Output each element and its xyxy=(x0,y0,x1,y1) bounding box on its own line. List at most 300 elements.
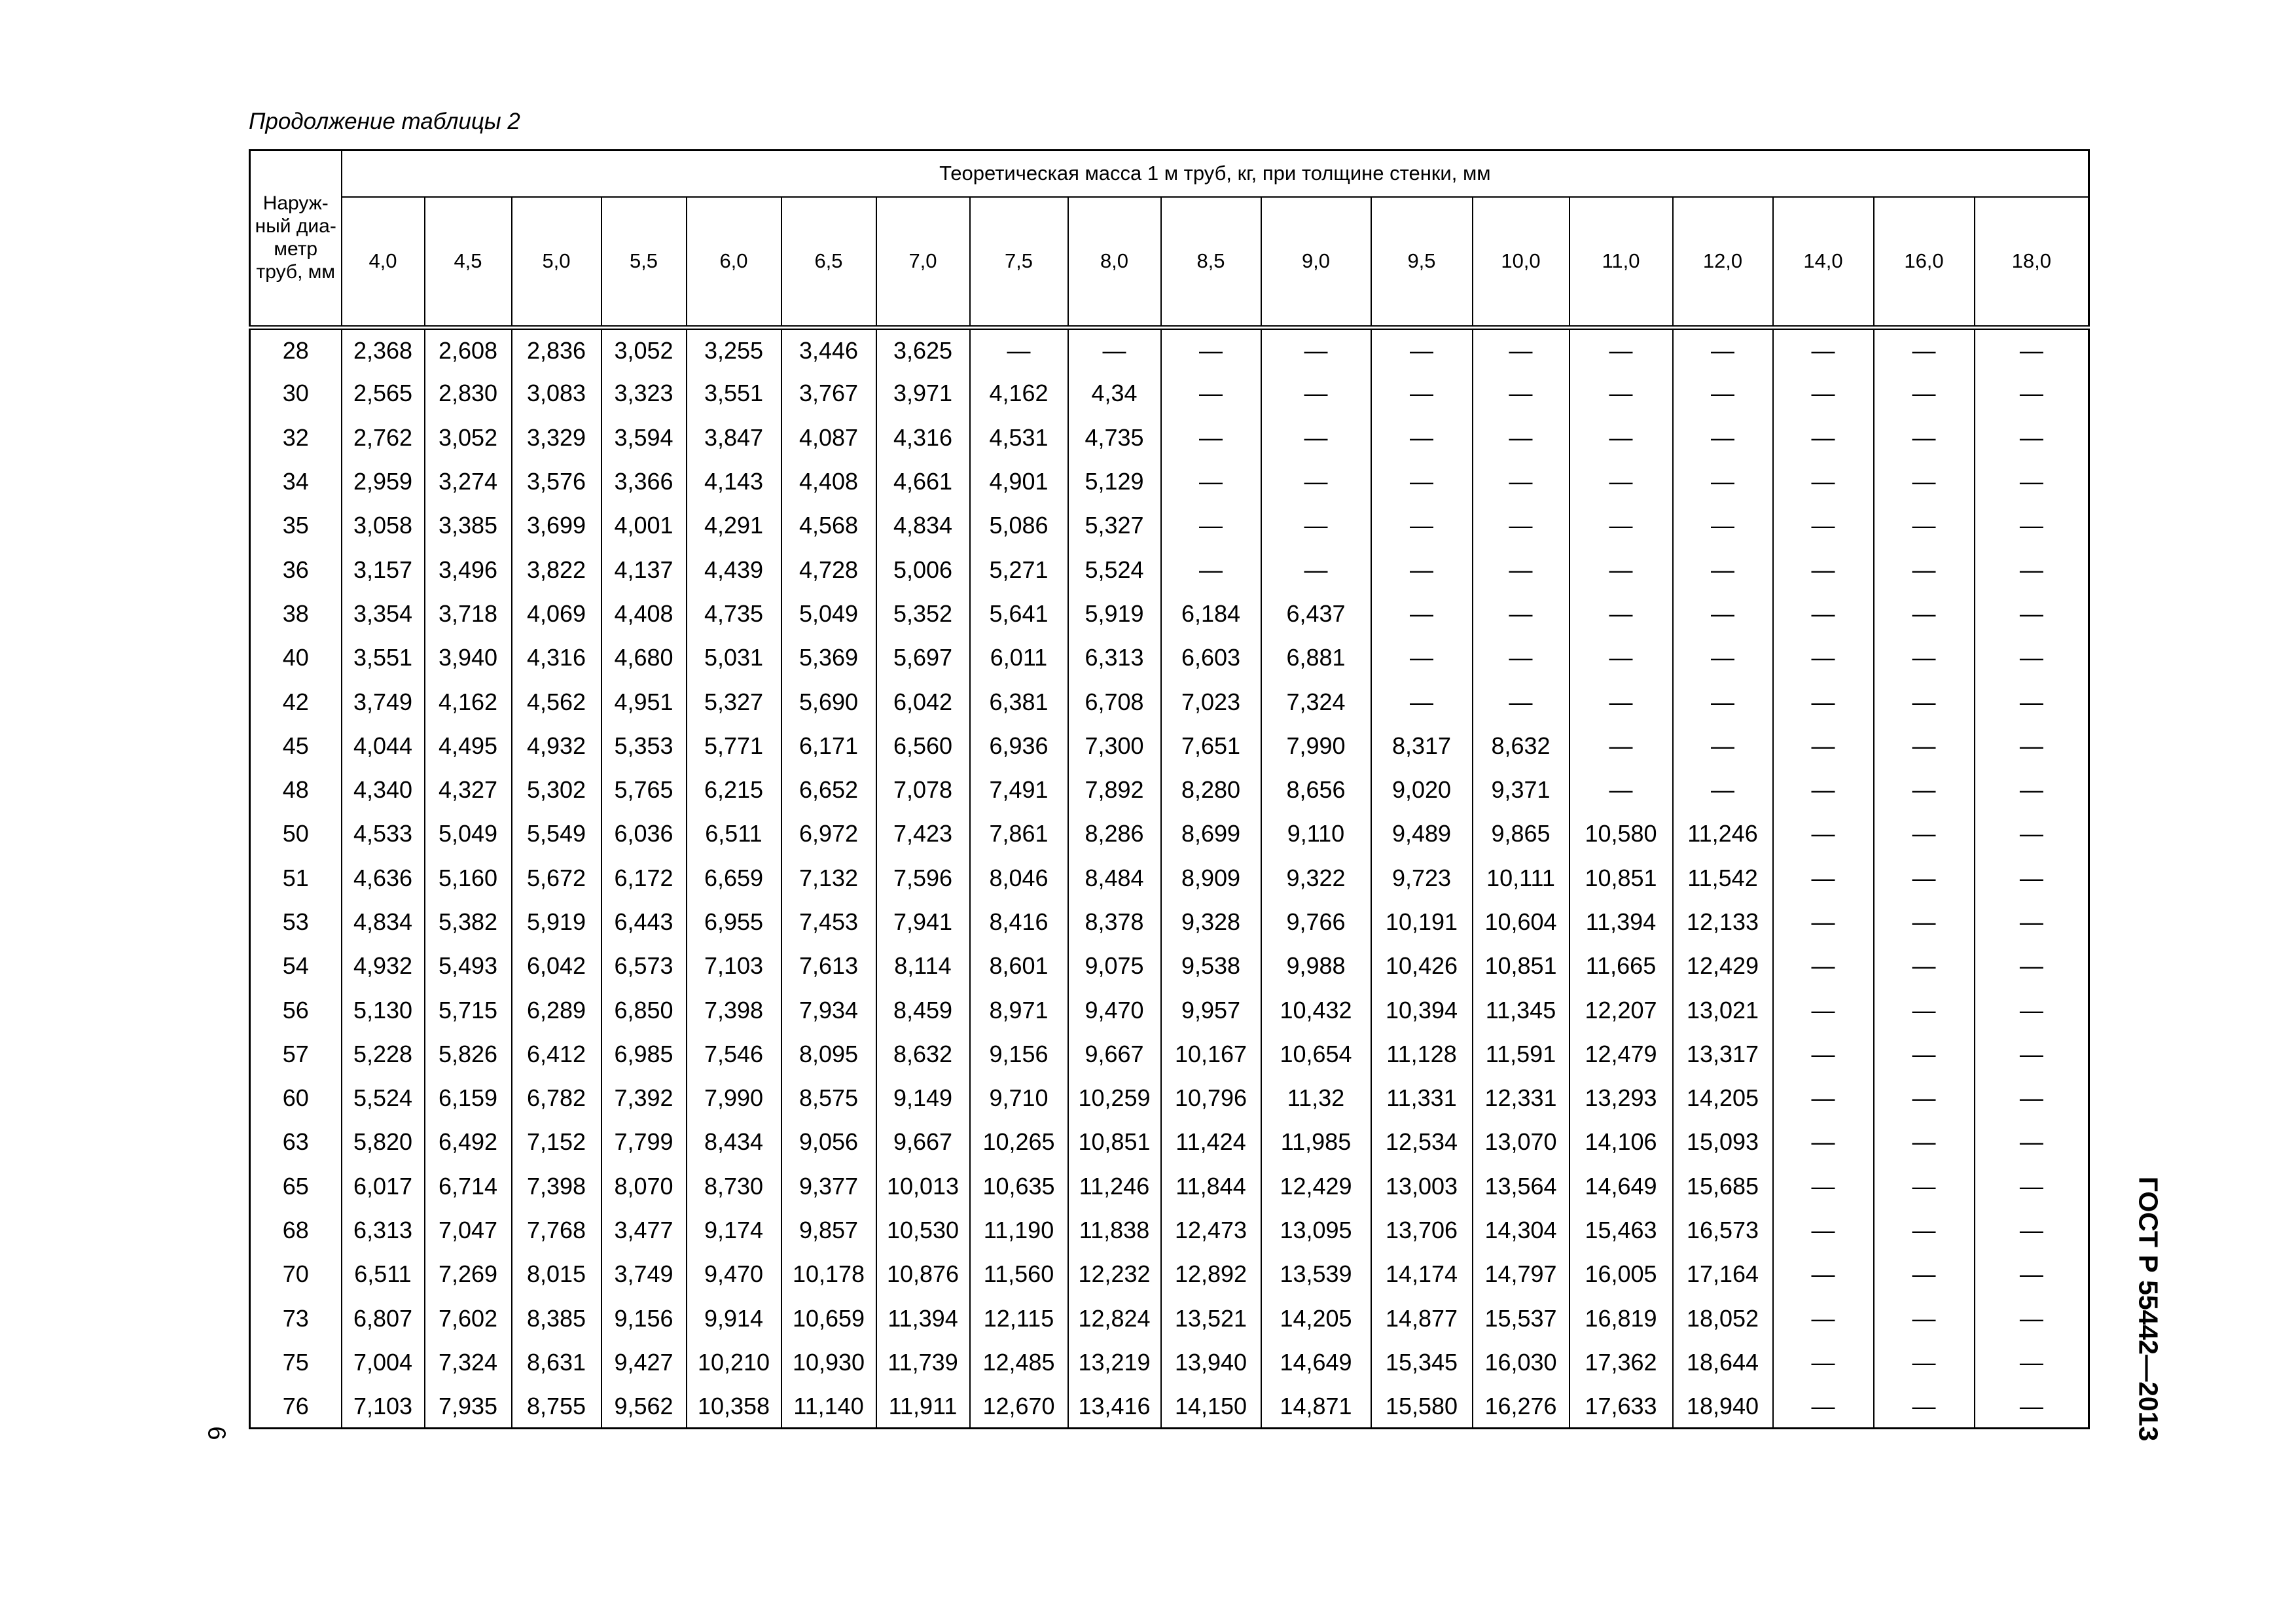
mass-cell: 7,602 xyxy=(425,1296,512,1340)
mass-cell: 6,708 xyxy=(1068,680,1161,724)
mass-cell: — xyxy=(1773,459,1874,503)
table-body xyxy=(250,328,2089,1429)
mass-cell: 4,951 xyxy=(601,680,687,724)
mass-cell: — xyxy=(1570,504,1673,548)
mass-cell: 9,110 xyxy=(1261,812,1371,856)
mass-cell: 6,437 xyxy=(1261,592,1371,635)
mass-cell: 11,394 xyxy=(1570,900,1673,944)
mass-cell: 11,140 xyxy=(781,1385,876,1429)
mass-cell: 11,591 xyxy=(1473,1032,1570,1076)
mass-cell: — xyxy=(1773,856,1874,900)
table-row xyxy=(250,548,2089,592)
mass-cell: 13,021 xyxy=(1673,988,1773,1032)
mass-cell: — xyxy=(1874,504,1975,548)
mass-cell: 14,797 xyxy=(1473,1253,1570,1296)
mass-cell: 15,537 xyxy=(1473,1296,1570,1340)
mass-cell: 7,423 xyxy=(876,812,970,856)
mass-cell: — xyxy=(1773,548,1874,592)
mass-cell: — xyxy=(1473,636,1570,680)
mass-cell: — xyxy=(1068,328,1161,372)
mass-cell: — xyxy=(1261,504,1371,548)
mass-cell: — xyxy=(1975,1077,2089,1120)
mass-cell: 5,493 xyxy=(425,944,512,988)
table-row xyxy=(250,328,2089,372)
mass-cell: 9,470 xyxy=(687,1253,781,1296)
thickness-header-row xyxy=(250,197,2089,328)
mass-cell: 7,990 xyxy=(1261,724,1371,768)
mass-cell: — xyxy=(1473,680,1570,724)
mass-cell: 7,799 xyxy=(601,1120,687,1164)
mass-cell: — xyxy=(1975,592,2089,635)
mass-cell: 7,132 xyxy=(781,856,876,900)
thickness-header-cell: 9,0 xyxy=(1261,197,1371,328)
mass-cell: 2,959 xyxy=(342,459,425,503)
mass-cell: 4,087 xyxy=(781,416,876,459)
diameter-cell: 28 xyxy=(250,328,342,372)
mass-cell: — xyxy=(1773,1077,1874,1120)
diameter-cell: 42 xyxy=(250,680,342,724)
mass-cell: 5,302 xyxy=(512,768,601,812)
mass-cell: — xyxy=(1570,768,1673,812)
mass-cell: 12,207 xyxy=(1570,988,1673,1032)
mass-cell: — xyxy=(1570,328,1673,372)
mass-cell: 9,865 xyxy=(1473,812,1570,856)
mass-cell: 9,538 xyxy=(1161,944,1261,988)
mass-cell: 4,137 xyxy=(601,548,687,592)
mass-cell: 4,162 xyxy=(970,372,1068,416)
mass-cell: 8,280 xyxy=(1161,768,1261,812)
mass-cell: 11,128 xyxy=(1371,1032,1473,1076)
table-row xyxy=(250,724,2089,768)
table-row xyxy=(250,1340,2089,1384)
mass-cell: 10,851 xyxy=(1473,944,1570,988)
mass-cell: — xyxy=(1673,592,1773,635)
mass-cell: 4,069 xyxy=(512,592,601,635)
diameter-cell: 45 xyxy=(250,724,342,768)
diameter-cell: 48 xyxy=(250,768,342,812)
mass-cell: — xyxy=(1371,636,1473,680)
mass-cell: 9,156 xyxy=(970,1032,1068,1076)
mass-cell: 3,699 xyxy=(512,504,601,548)
mass-cell: — xyxy=(1473,372,1570,416)
diameter-cell: 38 xyxy=(250,592,342,635)
mass-cell: 3,718 xyxy=(425,592,512,635)
mass-cell: 9,766 xyxy=(1261,900,1371,944)
mass-cell: — xyxy=(1473,548,1570,592)
diameter-cell: 35 xyxy=(250,504,342,548)
mass-cell: 6,511 xyxy=(342,1253,425,1296)
thickness-header-cell: 11,0 xyxy=(1570,197,1673,328)
diameter-cell: 73 xyxy=(250,1296,342,1340)
mass-cell: 8,459 xyxy=(876,988,970,1032)
mass-cell: 3,385 xyxy=(425,504,512,548)
mass-cell: — xyxy=(1773,988,1874,1032)
mass-cell: 8,416 xyxy=(970,900,1068,944)
mass-cell: 11,32 xyxy=(1261,1077,1371,1120)
table-row xyxy=(250,372,2089,416)
mass-cell: — xyxy=(1570,548,1673,592)
mass-cell: 4,735 xyxy=(1068,416,1161,459)
mass-cell: — xyxy=(1773,1296,1874,1340)
mass-cell: 10,796 xyxy=(1161,1077,1261,1120)
mass-cell: — xyxy=(1975,1120,2089,1164)
mass-cell: — xyxy=(1261,328,1371,372)
mass-cell: 2,830 xyxy=(425,372,512,416)
mass-cell: 7,103 xyxy=(687,944,781,988)
table-row xyxy=(250,416,2089,459)
mass-cell: — xyxy=(1874,1032,1975,1076)
mass-cell: 10,426 xyxy=(1371,944,1473,988)
mass-cell: 11,560 xyxy=(970,1253,1068,1296)
mass-cell: — xyxy=(1874,548,1975,592)
diameter-cell: 36 xyxy=(250,548,342,592)
mass-cell: 9,322 xyxy=(1261,856,1371,900)
mass-cell: 8,632 xyxy=(1473,724,1570,768)
mass-cell: 6,289 xyxy=(512,988,601,1032)
mass-cell: — xyxy=(1161,372,1261,416)
mass-cell: 7,078 xyxy=(876,768,970,812)
mass-cell: 6,603 xyxy=(1161,636,1261,680)
table-row xyxy=(250,1032,2089,1076)
mass-cell: — xyxy=(1773,768,1874,812)
mass-cell: — xyxy=(1773,504,1874,548)
mass-cell: — xyxy=(1874,1340,1975,1384)
mass-cell: — xyxy=(1874,812,1975,856)
mass-cell: — xyxy=(1975,372,2089,416)
mass-cell: — xyxy=(1874,459,1975,503)
mass-cell: 6,017 xyxy=(342,1164,425,1208)
mass-cell: 5,006 xyxy=(876,548,970,592)
thickness-header-cell: 10,0 xyxy=(1473,197,1570,328)
mass-cell: — xyxy=(1975,1032,2089,1076)
thickness-header-cell: 6,0 xyxy=(687,197,781,328)
diameter-cell: 68 xyxy=(250,1208,342,1252)
mass-cell: 7,768 xyxy=(512,1208,601,1252)
mass-cell: 6,659 xyxy=(687,856,781,900)
table-row xyxy=(250,1164,2089,1208)
mass-cell: — xyxy=(1371,416,1473,459)
thickness-header-cell: 12,0 xyxy=(1673,197,1773,328)
mass-cell: 16,819 xyxy=(1570,1296,1673,1340)
mass-cell: 9,562 xyxy=(601,1385,687,1429)
mass-cell: 15,463 xyxy=(1570,1208,1673,1252)
mass-cell: 2,836 xyxy=(512,328,601,372)
mass-cell: — xyxy=(1975,768,2089,812)
mass-cell: — xyxy=(1975,680,2089,724)
mass-cell: — xyxy=(1570,636,1673,680)
mass-cell: — xyxy=(1473,328,1570,372)
mass-cell: 5,369 xyxy=(781,636,876,680)
mass-cell: 9,957 xyxy=(1161,988,1261,1032)
mass-cell: 10,604 xyxy=(1473,900,1570,944)
mass-cell: — xyxy=(1874,1164,1975,1208)
document-code: ГОСТ Р 55442—2013 xyxy=(2133,1176,2164,1442)
mass-cell: 3,971 xyxy=(876,372,970,416)
diameter-header: Наруж-ный диа-метр труб, мм xyxy=(250,151,342,328)
mass-cell: 13,317 xyxy=(1673,1032,1773,1076)
mass-cell: — xyxy=(1371,328,1473,372)
mass-cell: 9,470 xyxy=(1068,988,1161,1032)
mass-cell: 7,392 xyxy=(601,1077,687,1120)
mass-cell: — xyxy=(1773,1385,1874,1429)
mass-cell: 9,667 xyxy=(1068,1032,1161,1076)
table-row xyxy=(250,988,2089,1032)
mass-cell: 5,049 xyxy=(781,592,876,635)
mass-cell: 10,111 xyxy=(1473,856,1570,900)
diameter-cell: 70 xyxy=(250,1253,342,1296)
mass-cell: — xyxy=(1261,459,1371,503)
mass-cell: 12,133 xyxy=(1673,900,1773,944)
mass-cell: 7,935 xyxy=(425,1385,512,1429)
mass-cell: 3,052 xyxy=(601,328,687,372)
mass-cell: 5,771 xyxy=(687,724,781,768)
table-row xyxy=(250,856,2089,900)
mass-cell: 3,551 xyxy=(687,372,781,416)
mass-cell: — xyxy=(1673,680,1773,724)
mass-cell: — xyxy=(1371,680,1473,724)
mass-cell: 5,549 xyxy=(512,812,601,856)
mass-cell: 8,015 xyxy=(512,1253,601,1296)
mass-cell: 7,152 xyxy=(512,1120,601,1164)
mass-cell: 6,881 xyxy=(1261,636,1371,680)
mass-cell: 3,749 xyxy=(601,1253,687,1296)
mass-cell: 4,533 xyxy=(342,812,425,856)
diameter-cell: 50 xyxy=(250,812,342,856)
mass-cell: 3,083 xyxy=(512,372,601,416)
thickness-header-cell: 8,5 xyxy=(1161,197,1261,328)
mass-cell: 12,429 xyxy=(1673,944,1773,988)
mass-cell: 8,631 xyxy=(512,1340,601,1384)
mass-cell: — xyxy=(1673,372,1773,416)
mass-cell: 8,909 xyxy=(1161,856,1261,900)
mass-cell: 6,972 xyxy=(781,812,876,856)
mass-cell: 7,324 xyxy=(425,1340,512,1384)
mass-cell: — xyxy=(1874,416,1975,459)
mass-cell: — xyxy=(1975,1340,2089,1384)
mass-cell: 9,427 xyxy=(601,1340,687,1384)
mass-cell: 18,644 xyxy=(1673,1340,1773,1384)
mass-cell: 5,715 xyxy=(425,988,512,1032)
table-row xyxy=(250,459,2089,503)
mass-cell: 4,680 xyxy=(601,636,687,680)
mass-cell: 8,114 xyxy=(876,944,970,988)
mass-cell: 16,573 xyxy=(1673,1208,1773,1252)
mass-cell: 4,735 xyxy=(687,592,781,635)
mass-cell: — xyxy=(1261,372,1371,416)
mass-cell: 7,269 xyxy=(425,1253,512,1296)
mass-cell: 10,659 xyxy=(781,1296,876,1340)
mass-cell: — xyxy=(1975,328,2089,372)
mass-cell: 13,416 xyxy=(1068,1385,1161,1429)
mass-cell: 8,730 xyxy=(687,1164,781,1208)
mass-cell: 6,573 xyxy=(601,944,687,988)
mass-cell: — xyxy=(1773,1120,1874,1164)
mass-cell: 5,919 xyxy=(1068,592,1161,635)
mass-cell: 16,005 xyxy=(1570,1253,1673,1296)
mass-cell: — xyxy=(1773,1208,1874,1252)
diameter-cell: 51 xyxy=(250,856,342,900)
mass-cell: 3,594 xyxy=(601,416,687,459)
mass-cell: 12,485 xyxy=(970,1340,1068,1384)
mass-cell: 12,232 xyxy=(1068,1253,1161,1296)
mass-cell: — xyxy=(1874,900,1975,944)
table-row xyxy=(250,680,2089,724)
mass-cell: 5,327 xyxy=(1068,504,1161,548)
mass-cell: 14,871 xyxy=(1261,1385,1371,1429)
mass-cell: 5,524 xyxy=(342,1077,425,1120)
mass-cell: 9,377 xyxy=(781,1164,876,1208)
mass-cell: — xyxy=(1773,592,1874,635)
mass-cell: — xyxy=(1261,548,1371,592)
mass-cell: 10,265 xyxy=(970,1120,1068,1164)
mass-cell: 8,434 xyxy=(687,1120,781,1164)
table-row xyxy=(250,900,2089,944)
mass-cell: 8,971 xyxy=(970,988,1068,1032)
mass-cell: 4,562 xyxy=(512,680,601,724)
mass-cell: 6,042 xyxy=(512,944,601,988)
mass-cell: 12,331 xyxy=(1473,1077,1570,1120)
mass-cell: 17,362 xyxy=(1570,1340,1673,1384)
mass-cell: 6,782 xyxy=(512,1077,601,1120)
mass-cell: 10,930 xyxy=(781,1340,876,1384)
mass-cell: 7,300 xyxy=(1068,724,1161,768)
mass-cell: 15,093 xyxy=(1673,1120,1773,1164)
mass-cell: 4,327 xyxy=(425,768,512,812)
mass-cell: 18,052 xyxy=(1673,1296,1773,1340)
mass-cell: 3,255 xyxy=(687,328,781,372)
mass-cell: — xyxy=(1673,636,1773,680)
mass-cell: 7,004 xyxy=(342,1340,425,1384)
mass-cell: 9,857 xyxy=(781,1208,876,1252)
mass-cell: 3,366 xyxy=(601,459,687,503)
mass-table xyxy=(249,149,2090,1429)
mass-cell: — xyxy=(1673,459,1773,503)
mass-cell: — xyxy=(1261,416,1371,459)
mass-cell: 4,291 xyxy=(687,504,781,548)
mass-cell: 6,313 xyxy=(1068,636,1161,680)
mass-cell: — xyxy=(1673,328,1773,372)
mass-cell: 5,765 xyxy=(601,768,687,812)
table-row xyxy=(250,1208,2089,1252)
mass-cell: 6,443 xyxy=(601,900,687,944)
mass-cell: — xyxy=(1874,680,1975,724)
mass-cell: 18,940 xyxy=(1673,1385,1773,1429)
mass-cell: 10,580 xyxy=(1570,812,1673,856)
mass-cell: 5,697 xyxy=(876,636,970,680)
mass-cell: 9,020 xyxy=(1371,768,1473,812)
mass-cell: 11,345 xyxy=(1473,988,1570,1032)
mass-cell: 12,670 xyxy=(970,1385,1068,1429)
thickness-header-cell: 5,0 xyxy=(512,197,601,328)
mass-cell: — xyxy=(1673,724,1773,768)
diameter-cell: 76 xyxy=(250,1385,342,1429)
mass-cell: — xyxy=(1773,900,1874,944)
table-row xyxy=(250,944,2089,988)
mass-cell: — xyxy=(1371,459,1473,503)
mass-cell: 11,838 xyxy=(1068,1208,1161,1252)
mass-cell: 9,988 xyxy=(1261,944,1371,988)
table-row xyxy=(250,1077,2089,1120)
mass-cell: 8,385 xyxy=(512,1296,601,1340)
mass-cell: 10,432 xyxy=(1261,988,1371,1032)
mass-cell: 6,381 xyxy=(970,680,1068,724)
mass-cell: 10,851 xyxy=(1570,856,1673,900)
mass-cell: 10,259 xyxy=(1068,1077,1161,1120)
diameter-cell: 40 xyxy=(250,636,342,680)
mass-cell: 11,246 xyxy=(1068,1164,1161,1208)
mass-cell: — xyxy=(1473,504,1570,548)
mass-cell: 13,219 xyxy=(1068,1340,1161,1384)
mass-cell: — xyxy=(1874,1385,1975,1429)
mass-cell: 3,157 xyxy=(342,548,425,592)
mass-cell: — xyxy=(1673,768,1773,812)
mass-cell: — xyxy=(1975,1164,2089,1208)
mass-cell: 4,143 xyxy=(687,459,781,503)
mass-cell: 4,531 xyxy=(970,416,1068,459)
mass-cell: 11,844 xyxy=(1161,1164,1261,1208)
mass-cell: — xyxy=(1874,1077,1975,1120)
mass-cell: 6,159 xyxy=(425,1077,512,1120)
mass-cell: 3,477 xyxy=(601,1208,687,1252)
mass-cell: 3,625 xyxy=(876,328,970,372)
mass-cell: 12,824 xyxy=(1068,1296,1161,1340)
mass-cell: 3,052 xyxy=(425,416,512,459)
mass-cell: 11,665 xyxy=(1570,944,1673,988)
mass-cell: 10,358 xyxy=(687,1385,781,1429)
mass-cell: 7,398 xyxy=(687,988,781,1032)
mass-cell: — xyxy=(1773,680,1874,724)
mass-cell: — xyxy=(1874,592,1975,635)
mass-cell: 6,985 xyxy=(601,1032,687,1076)
mass-cell: 15,580 xyxy=(1371,1385,1473,1429)
mass-cell: 3,058 xyxy=(342,504,425,548)
mass-cell: 9,723 xyxy=(1371,856,1473,900)
mass-cell: 2,608 xyxy=(425,328,512,372)
diameter-cell: 75 xyxy=(250,1340,342,1384)
mass-cell: — xyxy=(1874,328,1975,372)
mass-cell: 8,484 xyxy=(1068,856,1161,900)
diameter-cell: 60 xyxy=(250,1077,342,1120)
mass-cell: 6,412 xyxy=(512,1032,601,1076)
mass-cell: 11,985 xyxy=(1261,1120,1371,1164)
mass-cell: 4,495 xyxy=(425,724,512,768)
mass-cell: 3,847 xyxy=(687,416,781,459)
diameter-cell: 57 xyxy=(250,1032,342,1076)
diameter-cell: 63 xyxy=(250,1120,342,1164)
mass-cell: — xyxy=(1975,812,2089,856)
mass-cell: 6,492 xyxy=(425,1120,512,1164)
mass-cell: 3,329 xyxy=(512,416,601,459)
mass-cell: 3,274 xyxy=(425,459,512,503)
mass-cell: 6,215 xyxy=(687,768,781,812)
mass-cell: 7,103 xyxy=(342,1385,425,1429)
mass-cell: — xyxy=(1473,592,1570,635)
mass-cell: 7,398 xyxy=(512,1164,601,1208)
mass-cell: 11,394 xyxy=(876,1296,970,1340)
mass-cell: — xyxy=(1975,1385,2089,1429)
thickness-header-cell: 18,0 xyxy=(1975,197,2089,328)
mass-cell: 5,130 xyxy=(342,988,425,1032)
table-row xyxy=(250,1253,2089,1296)
mass-cell: 11,331 xyxy=(1371,1077,1473,1120)
diameter-cell: 32 xyxy=(250,416,342,459)
mass-cell: — xyxy=(1161,504,1261,548)
mass-cell: 9,371 xyxy=(1473,768,1570,812)
mass-cell: 4,316 xyxy=(512,636,601,680)
thickness-header-cell: 14,0 xyxy=(1773,197,1874,328)
mass-cell: — xyxy=(1773,724,1874,768)
mass-cell: 11,246 xyxy=(1673,812,1773,856)
